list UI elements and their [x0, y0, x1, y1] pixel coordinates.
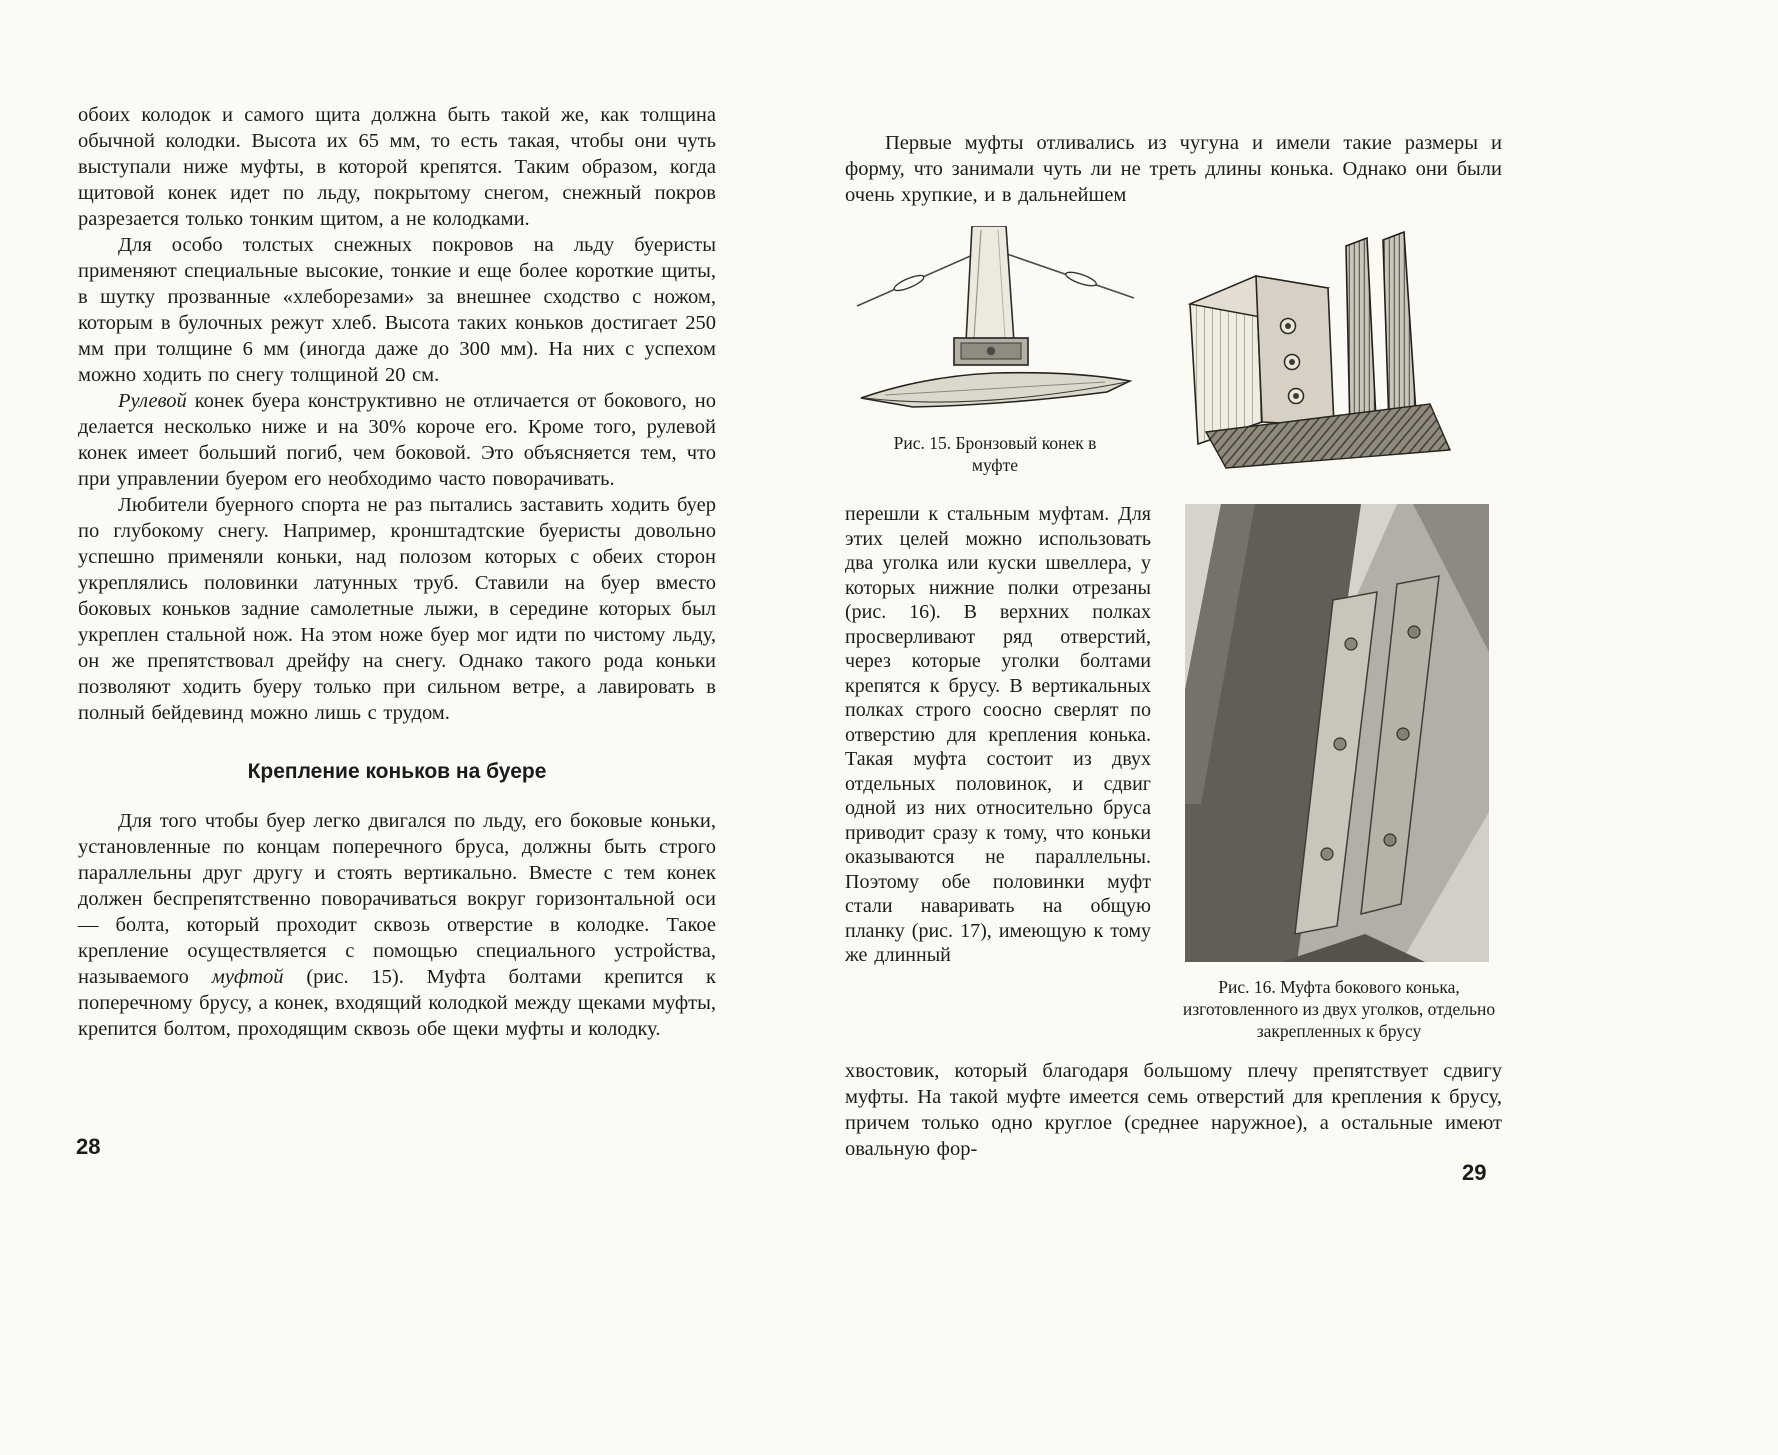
left-paragraph-2: Для особо толстых снежных покровов на льду буеристы применяют специальные высокие, тонкие и еще более короткие щиты, в шутку прозванные «хлеборезами» за внешнее сходство с ножом, которым в булочных режут хлеб. Высота таких коньков достигает 250 мм при толщине 6 мм (иногда даже до 300 мм). На них с успехом можно ходить по снегу толщиной 20 см.: [78, 234, 716, 386]
left-paragraph-3-rest: конек буера конструктивно не отличается от бокового, но делается несколько ниже и на 30% короче его. Кроме того, рулевой конек имеет больший погиб, чем боковой. Это объясняется тем, что при управлении буером его необходимо часто поворачивать.: [78, 390, 716, 490]
angle-iron-mufta-photo: [1185, 504, 1489, 962]
right-paragraph-1: Первые муфты отливались из чугуна и имели такие размеры и форму, что занимали чуть ли не треть длины конька. Однако они были очень хрупкие, и в дальнейшем: [845, 132, 1502, 206]
left-paragraph-3: [78, 388, 716, 492]
left-paragraph-5: [78, 808, 716, 1042]
left-paragraph-1: обоих колодок и самого щита должна быть такой же, как толщина обычной колодки. Высота их 65 мм, то есть такая, чтобы они чуть выступали ниже муфты, в которой крепятся. Таким образом, когда щитовой конек идет по льду, покрытому снегом, снежный покров разрезается только тонким щитом, а не колодками.: [78, 104, 716, 230]
figure-15-left-image: [855, 226, 1136, 424]
italic-term-rulevoy: Рулевой: [118, 390, 187, 412]
figure-16-caption: Рис. 16. Муфта бокового конька, изготовленного из двух уголков, отдельно закрепленных к брусу: [1182, 977, 1496, 1041]
figure-16-image: [1185, 504, 1489, 962]
left-page: [78, 102, 716, 1042]
skate-in-mufta-drawing: [855, 226, 1136, 424]
mufta-on-beam-drawing: [1178, 224, 1456, 470]
figure-15-caption: Рис. 15. Бронзовый конек в муфте: [893, 433, 1097, 475]
right-column-text: перешли к стальным муфтам. Для этих целей можно использовать два уголка или куски швеллера, у которых нижние полки отрезаны (рис. 16). В верхних полках просверливают ряд отверстий, через которые уголки болтами крепятся к брусу. В вертикальных полках строго соосно сверлят по отверстию для крепления конька. Такая муфта состоит из двух отдельных половинок, и сдвиг одной из них относительно бруса приводит сразу к тому, что коньки оказываются не параллельны. Поэтому обе половинки муфт стали наваривать на общую планку (рис. 17), имеющую к тому же длинный: [845, 503, 1151, 966]
left-paragraph-4: Любители буерного спорта не раз пытались заставить ходить буер по глубокому снегу. Например, кронштадтские буеристы довольно успешно применяли коньки, над полозом которых с обеих сторон укреплялись половинки латунных труб. Ставили на буер вместо боковых коньков задние самолетные лыжи, в середине которых был укреплен стальной нож. На этом ноже буер мог идти по чистому льду, он же препятствовал дрейфу на снегу. Однако такого рода коньки позволяют ходить буеру только при сильном ветре, а лавировать в полный бейдевинд можно лишь с трудом.: [78, 494, 716, 724]
page-number-28: 28: [76, 1134, 101, 1159]
section-heading: Крепление коньков на буере: [247, 760, 547, 783]
figure-15-right-image: [1178, 224, 1456, 470]
left-paragraph-5-after: (рис. 15). Муфта болтами крепится к поперечному брусу, а конек, входящий колодкой между щеками муфты, крепится болтом, проходящим сквозь обе щеки муфты и колодку.: [78, 966, 716, 1040]
right-page: [845, 130, 1502, 1250]
right-bottom-text: хвостовик, который благодаря большому плечу препятствует сдвигу муфты. На такой муфте имеется семь отверстий для крепления к брусу, причем только одно круглое (среднее наружное), а остальные имеют овальную фор-: [845, 1060, 1502, 1160]
left-paragraph-5-before: Для того чтобы буер легко двигался по льду, его боковые коньки, установленные по концам поперечного бруса, должны быть строго параллельны друг другу и стоять вертикально. Вместе с тем конек должен беспрепятственно поворачиваться вокруг горизонтальной оси — болта, который проходит сквозь отверстие в колодке. Такое крепление осуществляется с помощью специального устройства, называемого: [78, 810, 716, 988]
italic-term-muftoy: муфтой: [211, 966, 284, 988]
page-number-29: 29: [1462, 1160, 1487, 1185]
